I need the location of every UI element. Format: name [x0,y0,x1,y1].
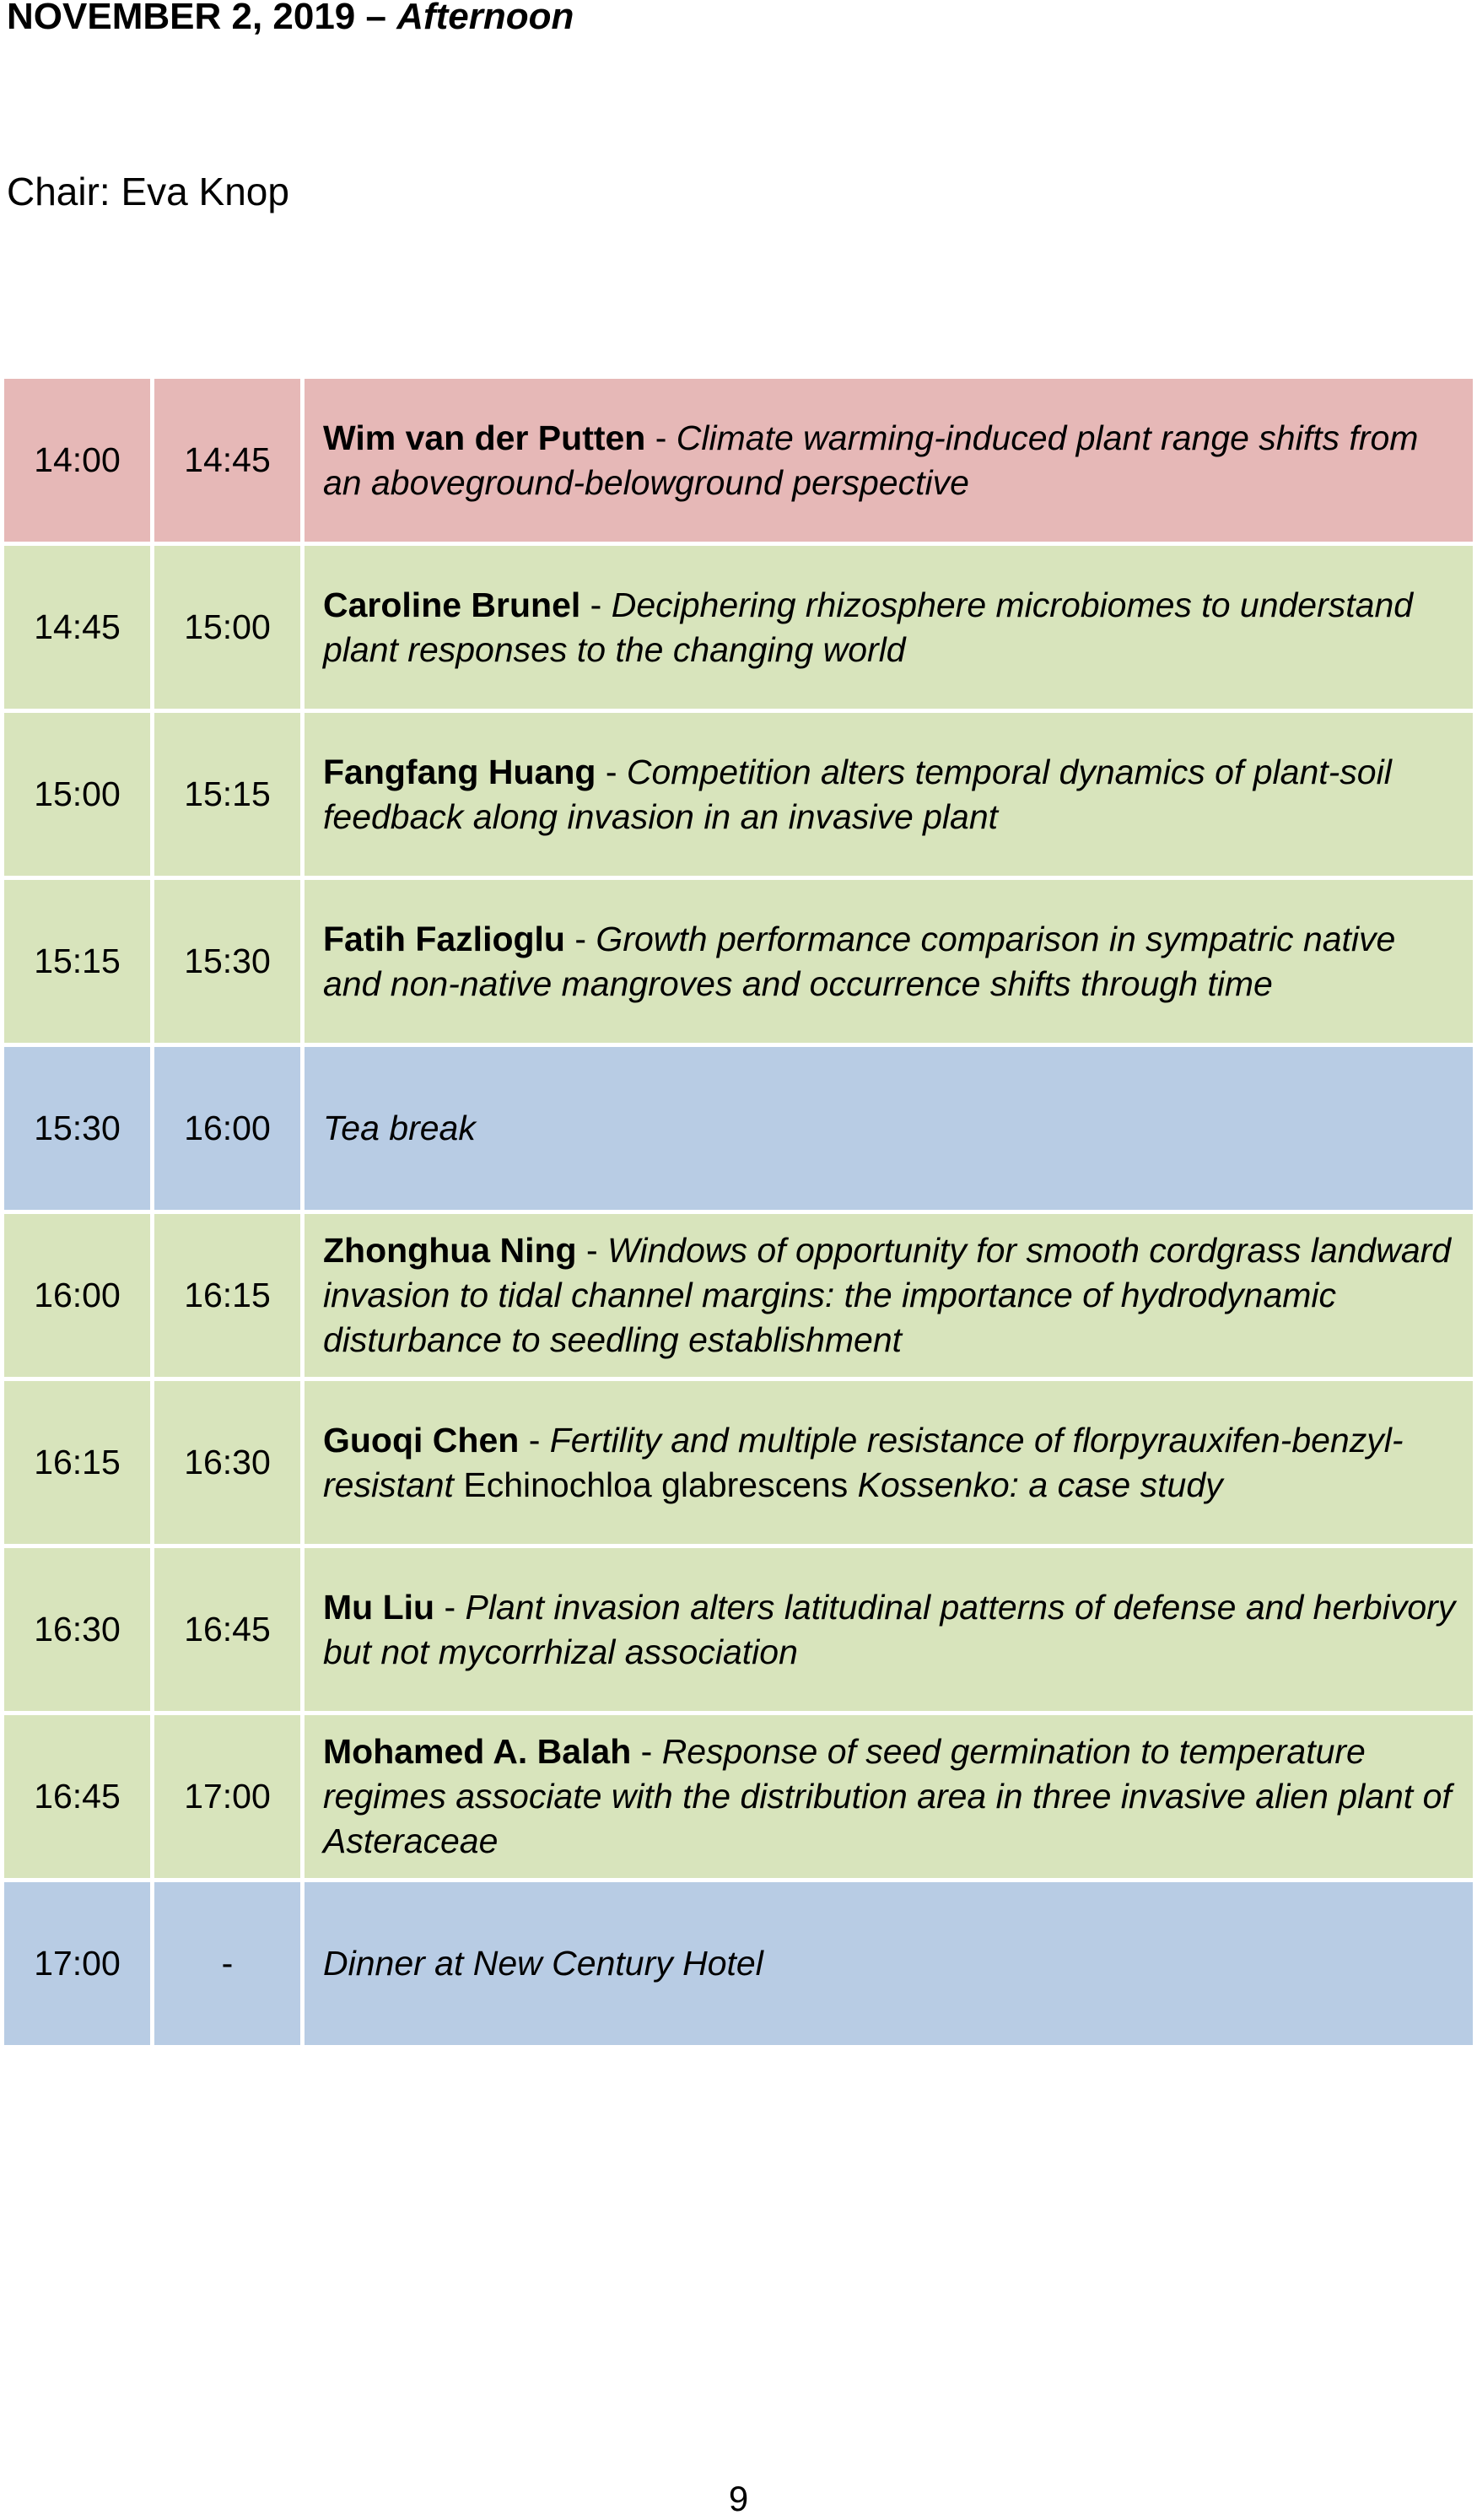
break-title: Dinner at New Century Hotel [323,1944,763,1983]
speaker-name: Mu Liu [323,1587,435,1627]
schedule-table [0,375,1477,2049]
talk-title: Growth performance comparison in sympatric native and non-native mangroves and occurrence shifts through time [323,919,1396,1003]
break-info [303,1881,1475,2048]
separator: - [596,752,627,791]
schedule-row [3,1546,1475,1713]
break-info [303,1045,1475,1212]
separator: - [564,919,596,958]
end-time: 16:15 [153,1212,303,1379]
header-period: Afternoon [396,0,574,37]
talk-info [303,1546,1475,1713]
end-time: 14:45 [153,377,303,544]
talk-info [303,1379,1475,1546]
talk-title: Plant invasion alters latitudinal patterns of defense and herbivory but not mycorrhizal association [323,1587,1456,1671]
start-time: 16:00 [3,1212,153,1379]
talk-info [303,544,1475,711]
schedule-row [3,1212,1475,1379]
separator: - [434,1587,466,1627]
talk-info [303,711,1475,878]
talk-title: Fertility and multiple resistance of florpyrauxifen-benzyl-resistant [323,1420,1404,1504]
end-time: 16:00 [153,1045,303,1212]
talk-title: Windows of opportunity for smooth cordgrass landward invasion to tidal channel margins: the importance of hydrodynamic disturbance to seedling establishment [323,1231,1452,1359]
schedule-row [3,1379,1475,1546]
separator: - [519,1420,550,1460]
start-time: 15:15 [3,878,153,1045]
schedule-row [3,1881,1475,2048]
start-time: 15:30 [3,1045,153,1212]
header-date: NOVEMBER 2, 2019 – [7,0,397,37]
start-time: 17:00 [3,1881,153,2048]
end-time: 15:00 [153,544,303,711]
separator: - [580,585,612,624]
end-time: - [153,1881,303,2048]
end-time: 16:45 [153,1546,303,1713]
separator: - [631,1732,662,1771]
start-time: 16:30 [3,1546,153,1713]
break-title: Tea break [323,1109,476,1147]
start-time: 14:00 [3,377,153,544]
start-time: 16:45 [3,1713,153,1881]
end-time: 16:30 [153,1379,303,1546]
talk-title: Deciphering rhizosphere microbiomes to understand plant responses to the changing world [323,585,1414,669]
speaker-name: Fatih Fazlioglu [323,919,565,958]
species-name: Echinochloa glabrescens [453,1465,858,1504]
schedule-row [3,878,1475,1045]
separator: - [645,418,677,457]
schedule-row [3,377,1475,544]
separator: - [576,1231,608,1270]
schedule-row [3,711,1475,878]
end-time: 15:15 [153,711,303,878]
speaker-name: Mohamed A. Balah [323,1732,632,1771]
speaker-name: Fangfang Huang [323,752,596,791]
talk-title: Competition alters temporal dynamics of plant-soil feedback along invasion in an invasive plant [323,752,1392,836]
talk-title-tail: Kossenko: a case study [857,1465,1223,1504]
talk-title: Climate warming-induced plant range shifts from an aboveground-belowground perspective [323,418,1419,502]
session-chair: Chair: Eva Knop [7,170,289,213]
talk-info [303,377,1475,544]
schedule-row [3,1713,1475,1881]
speaker-name: Guoqi Chen [323,1420,520,1460]
talk-info [303,1212,1475,1379]
speaker-name: Wim van der Putten [323,418,646,457]
end-time: 17:00 [153,1713,303,1881]
talk-info [303,1713,1475,1881]
schedule-row [3,544,1475,711]
page-header [7,0,574,39]
start-time: 16:15 [3,1379,153,1546]
end-time: 15:30 [153,878,303,1045]
speaker-name: Zhonghua Ning [323,1231,577,1270]
schedule-row [3,1045,1475,1212]
start-time: 15:00 [3,711,153,878]
talk-title: Response of seed germination to temperature regimes associate with the distribution area in three invasive alien plant of Asteraceae [323,1732,1452,1860]
speaker-name: Caroline Brunel [323,585,581,624]
page-number: 9 [728,2479,749,2518]
talk-info [303,878,1475,1045]
start-time: 14:45 [3,544,153,711]
